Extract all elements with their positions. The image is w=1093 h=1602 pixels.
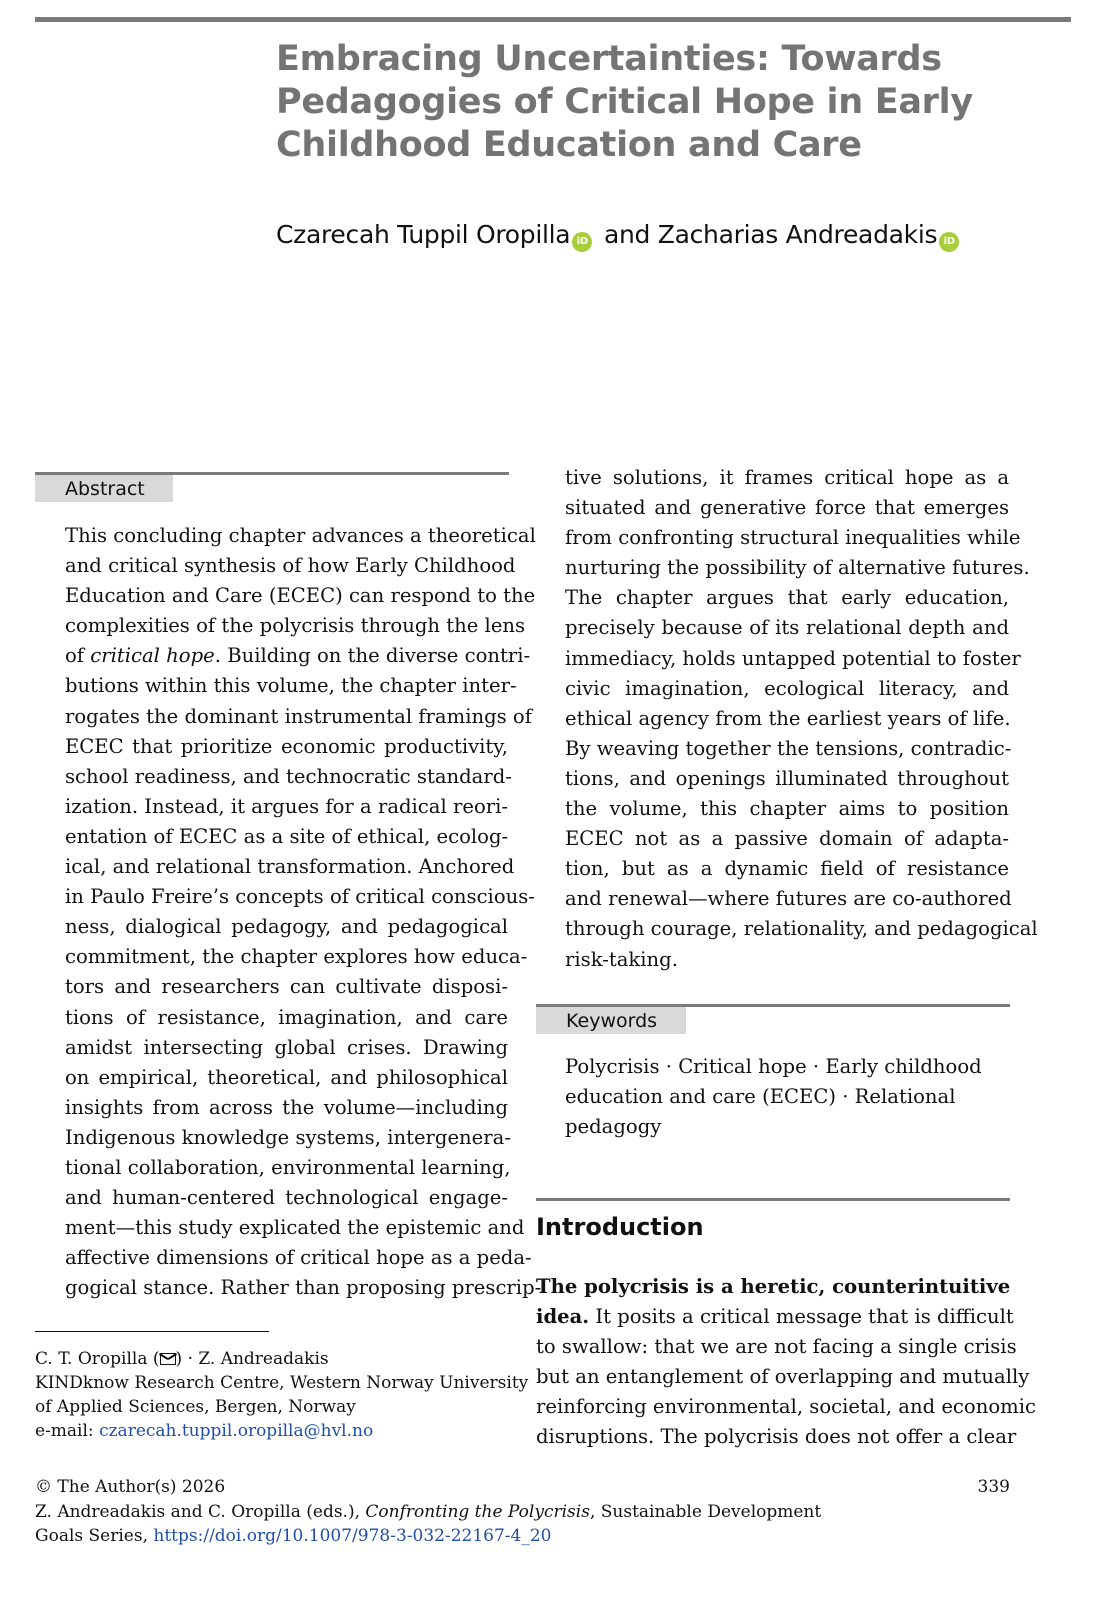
abstract-text	[65, 521, 542, 1303]
abstract-line: ization. Instead, it argues for a radical reori-	[65, 794, 508, 818]
envelope-icon[interactable]	[160, 1353, 176, 1365]
title-line: Pedagogies of Critical Hope in Early	[276, 82, 973, 122]
copyright-line: © The Author(s) 2026	[35, 1477, 226, 1497]
abstract-line: affective dimensions of critical hope as a peda-	[65, 1246, 532, 1270]
introduction-heading: Introduction	[536, 1213, 704, 1241]
chapter-title	[276, 38, 1036, 167]
author-affiliation	[35, 1347, 528, 1443]
bold-lead: The polycrisis is a heretic, counterintuitive	[536, 1275, 1011, 1298]
title-line: Childhood Education and Care	[276, 125, 862, 165]
author-list	[276, 218, 963, 252]
abstract-line: amidst intersecting global crises. Drawing	[65, 1035, 508, 1059]
abstract-continuation	[565, 463, 1038, 975]
abstract-line: tional collaboration, environmental learning,	[65, 1155, 511, 1179]
bold-lead: idea.	[536, 1305, 590, 1329]
abstract-line: Indigenous knowledge systems, intergenera-	[65, 1125, 511, 1149]
abstract-line: precisely because of its relational depth and	[565, 616, 1009, 640]
abstract-line: ethical agency from the earliest years of life.	[565, 706, 1011, 730]
abstract-line: civic imagination, ecological literacy, and	[565, 676, 1009, 700]
abstract-line: tive solutions, it frames critical hope as a	[565, 466, 1009, 489]
citation-series-end: Goals Series,	[35, 1526, 154, 1546]
introduction-line	[536, 1302, 1014, 1332]
keywords-line: pedagogy	[565, 1115, 662, 1139]
introduction-line: reinforcing environmental, societal, and economic	[536, 1395, 1036, 1419]
abstract-line: in Paulo Freire’s concepts of critical conscious-	[65, 885, 535, 909]
abstract-line: and renewal—where futures are co-authored	[565, 887, 1012, 911]
abstract-line: insights from across the volume—including	[65, 1095, 508, 1119]
abstract-line: school readiness, and technocratic standard-	[65, 764, 512, 788]
abstract-line: and human-centered technological engage-	[65, 1186, 508, 1210]
title-line: Embracing Uncertainties: Towards	[276, 39, 942, 79]
footnote-rule	[35, 1331, 269, 1332]
orcid-icon[interactable]: iD	[939, 232, 959, 252]
italic-term: critical hope	[90, 644, 215, 668]
introduction-line: but an entanglement of overlapping and mutually	[536, 1365, 1030, 1389]
abstract-line: through courage, relationality, and pedagogical	[565, 917, 1038, 941]
abstract-line: ECEC that prioritize economic productivity,	[65, 734, 508, 758]
author-name: Zacharias Andreadakis	[657, 220, 938, 249]
abstract-line: ECEC not as a passive domain of adapta-	[565, 827, 1009, 851]
introduction-line: to swallow: that we are not facing a single crisis	[536, 1335, 1017, 1359]
abstract-line: ness, dialogical pedagogy, and pedagogical	[65, 915, 508, 939]
keywords-list	[565, 1052, 1009, 1142]
top-rule	[35, 17, 1071, 22]
abstract-line: situated and generative force that emerges	[565, 496, 1009, 520]
introduction-text-run: It posits a critical message that is difficult	[589, 1305, 1014, 1329]
abstract-line: ment—this study explicated the epistemic and	[65, 1216, 525, 1240]
citation-line	[35, 1524, 1010, 1549]
abstract-line: rogates the dominant instrumental framings of	[65, 704, 532, 728]
abstract-line: from confronting structural inequalities while	[565, 526, 1021, 550]
abstract-line: the volume, this chapter aims to position	[565, 797, 1009, 821]
copyright-footer	[35, 1475, 1010, 1549]
affiliation-names-a: C. T. Oropilla (	[35, 1349, 160, 1369]
abstract-line: ical, and relational transformation. Anchored	[65, 855, 515, 879]
introduction-text	[536, 1272, 1036, 1453]
affiliation-names-b: ) · Z. Andreadakis	[175, 1349, 329, 1369]
abstract-line: Education and Care (ECEC) can respond to the	[65, 584, 536, 608]
affiliation-institution: of Applied Sciences, Bergen, Norway	[35, 1397, 356, 1417]
abstract-line: and critical synthesis of how Early Childhood	[65, 554, 516, 578]
abstract-line: tors and researchers can cultivate disposi-	[65, 975, 508, 999]
abstract-line: immediacy, holds untapped potential to foster	[565, 646, 1021, 670]
abstract-line: complexities of the polycrisis through the lens	[65, 614, 526, 638]
abstract-line: tions of resistance, imagination, and care	[65, 1005, 508, 1029]
introduction-line: disruptions. The polycrisis does not offer a clear	[536, 1425, 1017, 1449]
affiliation-institution: KINDknow Research Centre, Western Norway University	[35, 1373, 529, 1393]
affiliation-names	[35, 1347, 528, 1371]
keywords-label: Keywords	[536, 1007, 686, 1034]
abstract-line: risk-taking.	[565, 947, 678, 971]
orcid-icon[interactable]: iD	[572, 232, 592, 252]
abstract-line: This concluding chapter advances a theoretical	[65, 524, 536, 547]
citation-line	[35, 1500, 1010, 1525]
abstract-line: By weaving together the tensions, contradic-	[565, 736, 1012, 760]
abstract-line: commitment, the chapter explores how educa-	[65, 945, 528, 969]
keywords-line: Polycrisis · Critical hope · Early childhood	[565, 1055, 982, 1078]
abstract-line: butions within this volume, the chapter inter-	[65, 674, 517, 698]
book-title: Confronting the Polycrisis	[365, 1501, 590, 1522]
abstract-line: tion, but as a dynamic field of resistance	[565, 857, 1009, 881]
abstract-line: The chapter argues that early education,	[565, 586, 1009, 610]
email-label: e-mail:	[35, 1421, 100, 1441]
abstract-line: of critical hope. Building on the diverse contri-	[65, 644, 531, 668]
abstract-line: entation of ECEC as a site of ethical, ecolog-	[65, 824, 509, 848]
citation-series: , Sustainable Development	[589, 1501, 822, 1522]
email-link[interactable]: czarecah.tuppil.oropilla@hvl.no	[99, 1421, 374, 1441]
abstract-line: nurturing the possibility of alternative futures.	[565, 556, 1030, 580]
citation-editors: Z. Andreadakis and C. Oropilla (eds.),	[35, 1501, 366, 1522]
abstract-line: tions, and openings illuminated throughout	[565, 766, 1009, 790]
abstract-label: Abstract	[35, 475, 173, 502]
abstract-line: on empirical, theoretical, and philosophical	[65, 1065, 508, 1089]
doi-link[interactable]: https://doi.org/10.1007/978-3-032-22167-4_20	[153, 1526, 552, 1546]
author-connector: and	[603, 220, 651, 249]
introduction-rule	[536, 1198, 1010, 1201]
page-number: 339	[977, 1477, 1010, 1497]
affiliation-email	[35, 1419, 528, 1443]
keywords-line: education and care (ECEC) · Relational	[565, 1085, 956, 1109]
abstract-line: gogical stance. Rather than proposing prescrip-	[65, 1276, 542, 1300]
author-name: Czarecah Tuppil Oropilla	[276, 220, 571, 249]
introduction-line	[536, 1272, 1009, 1302]
